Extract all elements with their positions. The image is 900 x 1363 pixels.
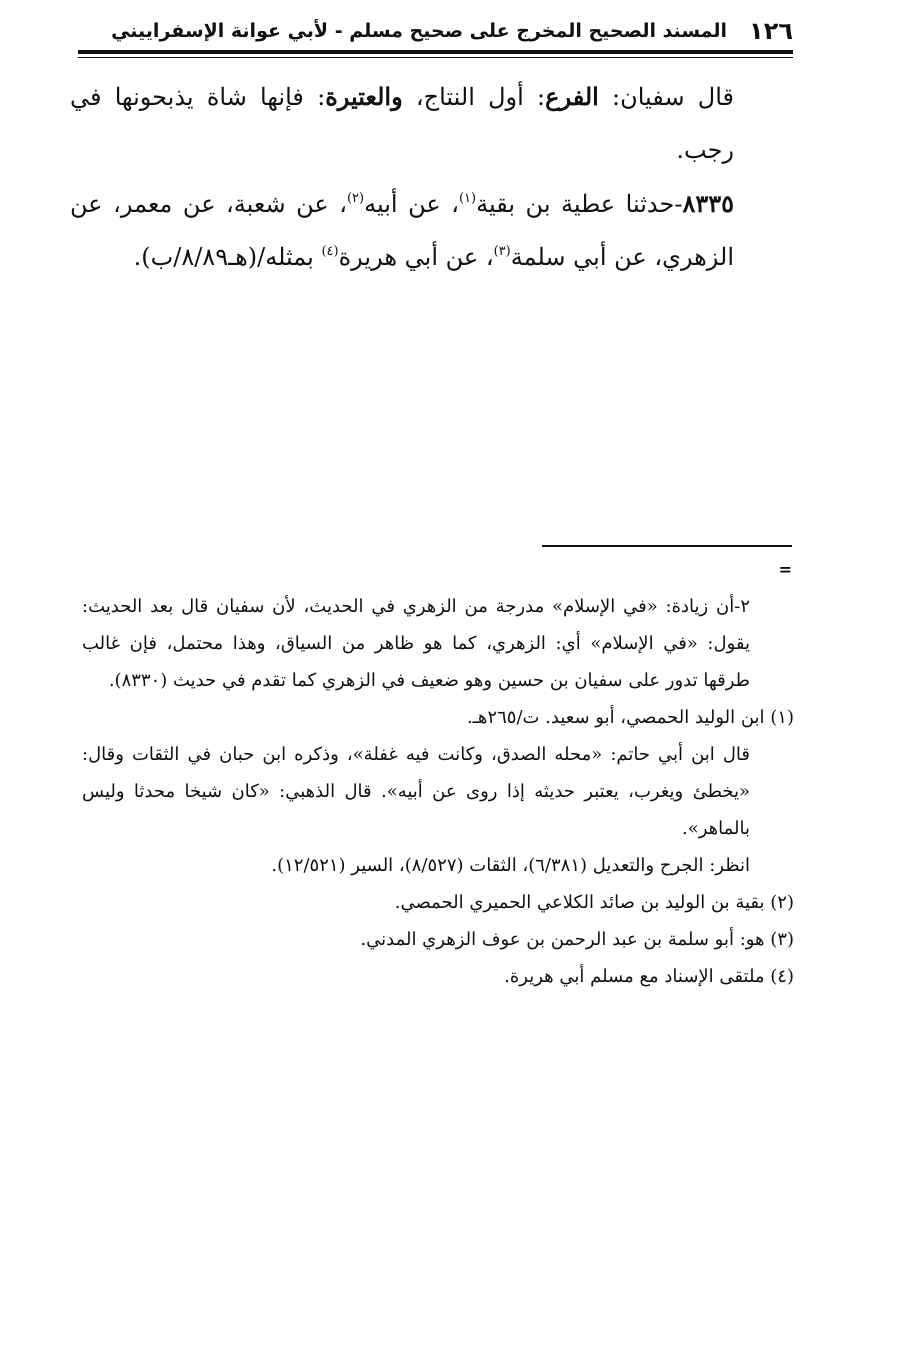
footnote-continuation-mark: = — [778, 560, 792, 579]
header-rule-thick — [78, 50, 793, 54]
term-alatira: والعتيرة — [325, 82, 403, 111]
footnote-1-detail: قال ابن أبي حاتم: «محله الصدق، وكانت فيه غفلة»، وذكره ابن حبان في الثقات وقال: «يخطئ ويغرب، يعتبر حديثه إذا روى عن أبيه». قال الذهبي: «كان شيخا محدثا وليس بالماهر». — [82, 744, 750, 839]
sufyan-explanation-paragraph — [70, 70, 792, 177]
hadith-number: ٨٣٣٥ — [682, 189, 734, 218]
definition-alatira: : فإنها شاة يذبحونها في رجب. — [70, 83, 734, 164]
footnote-separator — [542, 545, 792, 547]
page-number: ١٢٦ — [749, 17, 793, 45]
running-title: المسند الصحيح المخرج على صحيح مسلم - لأبي عوانة الإسفراييني — [111, 20, 728, 42]
explanation-prefix: قال سفيان: — [598, 83, 734, 111]
page-header — [78, 14, 793, 48]
footnote-2: (٢) بقية بن الوليد بن صائد الكلاعي الحميري الحمصي. — [394, 892, 794, 913]
footnote-ref-4[interactable]: (٤) — [321, 244, 339, 259]
header-rule-thin — [78, 57, 793, 58]
isnad-part-3: ، عن شعبة، عن معمر، عن الزهري، عن أبي سلمة — [70, 190, 734, 271]
footnote-ref-3[interactable]: (٣) — [493, 244, 511, 259]
isnad-part-2: ، عن أبيه — [364, 190, 459, 218]
definition-alfara: : أول النتاج، — [402, 83, 546, 111]
isnad-part-1: -حدثنا عطية بن بقية — [476, 190, 683, 218]
footnote-ref-2[interactable]: (٢) — [346, 191, 365, 206]
isnad-part-5: بمثله/(هـ٨/٨٩/ب). — [133, 243, 322, 271]
footnote-ref-1[interactable]: (١) — [458, 191, 477, 206]
footnotes — [82, 588, 794, 995]
isnad-part-4: ، عن أبي هريرة — [338, 243, 494, 271]
footnote-1-references: انظر: الجرح والتعديل (٦/٣٨١)، الثقات (٨/٥٢٧)، السير (١٢/٥٢١). — [271, 855, 750, 876]
footnote-continuation: ٢-أن زيادة: «في الإسلام» مدرجة من الزهري في الحديث، لأن سفيان قال بعد الحديث: يقول: «في الإسلام» أي: الزهري، كما هو ظاهر من السياق، وهذا محتمل، فإن غالب طرقها تدور على سفيان بن حسين وهو ضعيف في الزهري كما تقدم في حديث (٨٣٣٠). — [82, 596, 750, 691]
footnote-3: (٣) هو: أبو سلمة بن عبد الرحمن بن عوف الزهري المدني. — [360, 929, 794, 950]
footnote-1: (١) ابن الوليد الحمصي، أبو سعيد. ت/٢٦٥هـ. — [466, 707, 794, 728]
hadith-paragraph — [70, 177, 792, 284]
term-alfara: الفرع — [545, 82, 599, 111]
footnote-4: (٤) ملتقى الإسناد مع مسلم أبي هريرة. — [504, 966, 794, 987]
main-text — [70, 70, 792, 284]
